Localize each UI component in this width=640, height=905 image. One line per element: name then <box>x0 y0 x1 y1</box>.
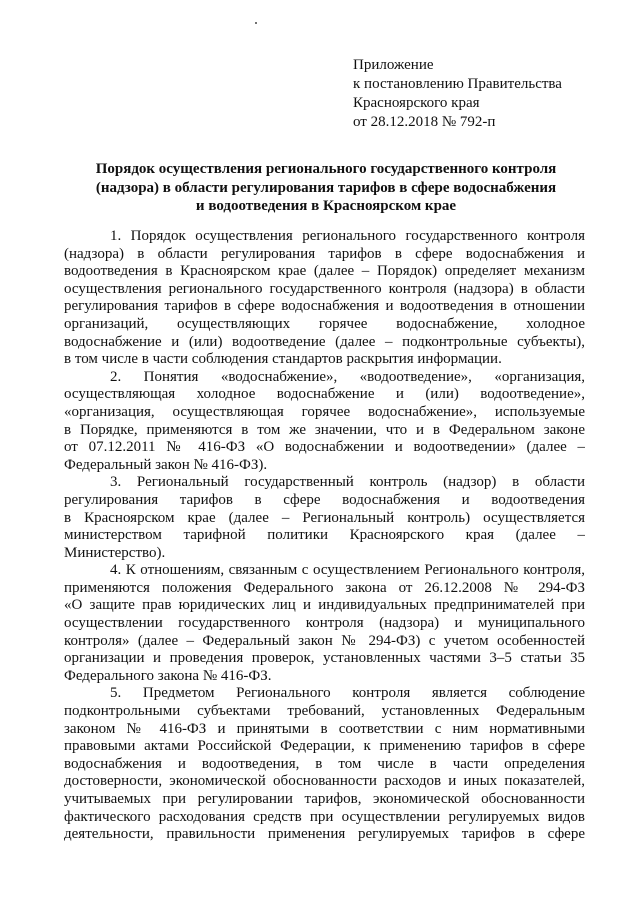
body-line: водоотведения в Красноярском крае (далее – Порядок) определяет механизм <box>64 263 585 280</box>
body-line: в Порядке, применяются в том же значении, что и в Федеральном законе <box>64 421 585 438</box>
body-line: 4. К отношениям, связанным с осуществлением Регионального контроля, <box>110 562 585 579</box>
body-line: в том числе в части соблюдения стандартов раскрытия информации. <box>64 351 502 368</box>
title-line: Порядок осуществления регионального государственного контроля <box>95 161 557 177</box>
body-line: применяются положения Федерального закона от 26.12.2008 № 294-ФЗ <box>64 579 585 596</box>
body-line: деятельности, правильности применения регулируемых тарифов в сфере <box>64 826 585 843</box>
body-line: в Красноярском крае (далее – Региональный контроль) осуществляется <box>64 509 585 526</box>
title-line: (надзора) в области регулирования тарифов в сфере водоснабжения <box>95 179 557 196</box>
body-line: от 07.12.2011 № 416-ФЗ «О водоснабжении и водоотведении» (далее – <box>64 439 585 456</box>
body-line: осуществлении государственного контроля (надзора) и муниципального <box>64 615 585 632</box>
body-line: водоснабжение и (или) водоотведение (далее – подконтрольные субъекты), <box>64 333 585 350</box>
document-title <box>60 160 592 216</box>
appendix-line: к постановлению Правительства <box>353 76 562 92</box>
body-line: Министерство). <box>64 544 166 561</box>
body-line: организаций, осуществляющих горячее водоснабжение, холодное <box>64 315 585 332</box>
appendix-block <box>353 56 562 132</box>
body-line: осуществляющая холодное водоснабжение и (или) водоотведение», <box>64 386 585 403</box>
body-line: фактического расходования средств при осуществлении регулируемых видов <box>64 808 585 825</box>
scan-speck <box>255 22 257 24</box>
body-line: министерством тарифной политики Красноярского края (далее – <box>64 527 585 544</box>
body-line: 5. Предметом Регионального контроля является соблюдение <box>110 685 585 702</box>
body-line: достоверности, экономической обоснованности расходов и иных показателей, <box>64 773 585 790</box>
body-line: «О защите прав юридических лиц и индивидуальных предпринимателей при <box>64 597 585 614</box>
body-line: контроля» (далее – Федеральный закон № 294-ФЗ) с учетом особенностей <box>64 632 585 649</box>
body-line: Федеральный закон № 416-ФЗ). <box>64 456 268 473</box>
body-line: 3. Региональный государственный контроль (надзор) в области <box>110 474 585 491</box>
body-line: водоснабжения и водоотведения, в том числе в части определения <box>64 755 585 772</box>
title-line: и водоотведения в Красноярском крае <box>195 198 457 214</box>
body-line: «организация, осуществляющая горячее водоснабжение», используемые <box>64 403 585 420</box>
document-body <box>64 228 585 844</box>
body-line: законом № 416-ФЗ и принятыми в соответствии с ним нормативными <box>64 720 585 737</box>
appendix-line: Приложение <box>353 57 434 73</box>
body-line: 2. Понятия «водоснабжение», «водоотведение», «организация, <box>110 368 585 385</box>
body-line: учитываемых при регулировании тарифов, экономической обоснованности <box>64 791 585 807</box>
body-line: правовыми актами Российской Федерации, к применению тарифов в сфере <box>64 738 585 755</box>
appendix-line: от 28.12.2018 № 792-п <box>353 114 496 130</box>
body-line: организации и проведения проверок, установленных частями 3–5 статьи 35 <box>64 650 585 667</box>
body-line: 1. Порядок осуществления регионального государственного контроля <box>110 228 585 244</box>
body-line: (надзора) в области регулирования тарифов в сфере водоснабжения и <box>64 245 585 262</box>
appendix-line: Красноярского края <box>353 95 480 111</box>
body-line: осуществления регионального государственного контроля (надзора) в области <box>64 280 585 297</box>
body-line: регулирования тарифов в сфере водоснабжения и водоотведения в отношении <box>64 298 585 315</box>
body-line: подконтрольными субъектами требований, установленных Федеральным <box>64 703 585 720</box>
body-line: Федерального закона № 416-ФЗ. <box>64 667 272 684</box>
body-line: регулирования тарифов в сфере водоснабжения и водоотведения <box>64 491 585 508</box>
